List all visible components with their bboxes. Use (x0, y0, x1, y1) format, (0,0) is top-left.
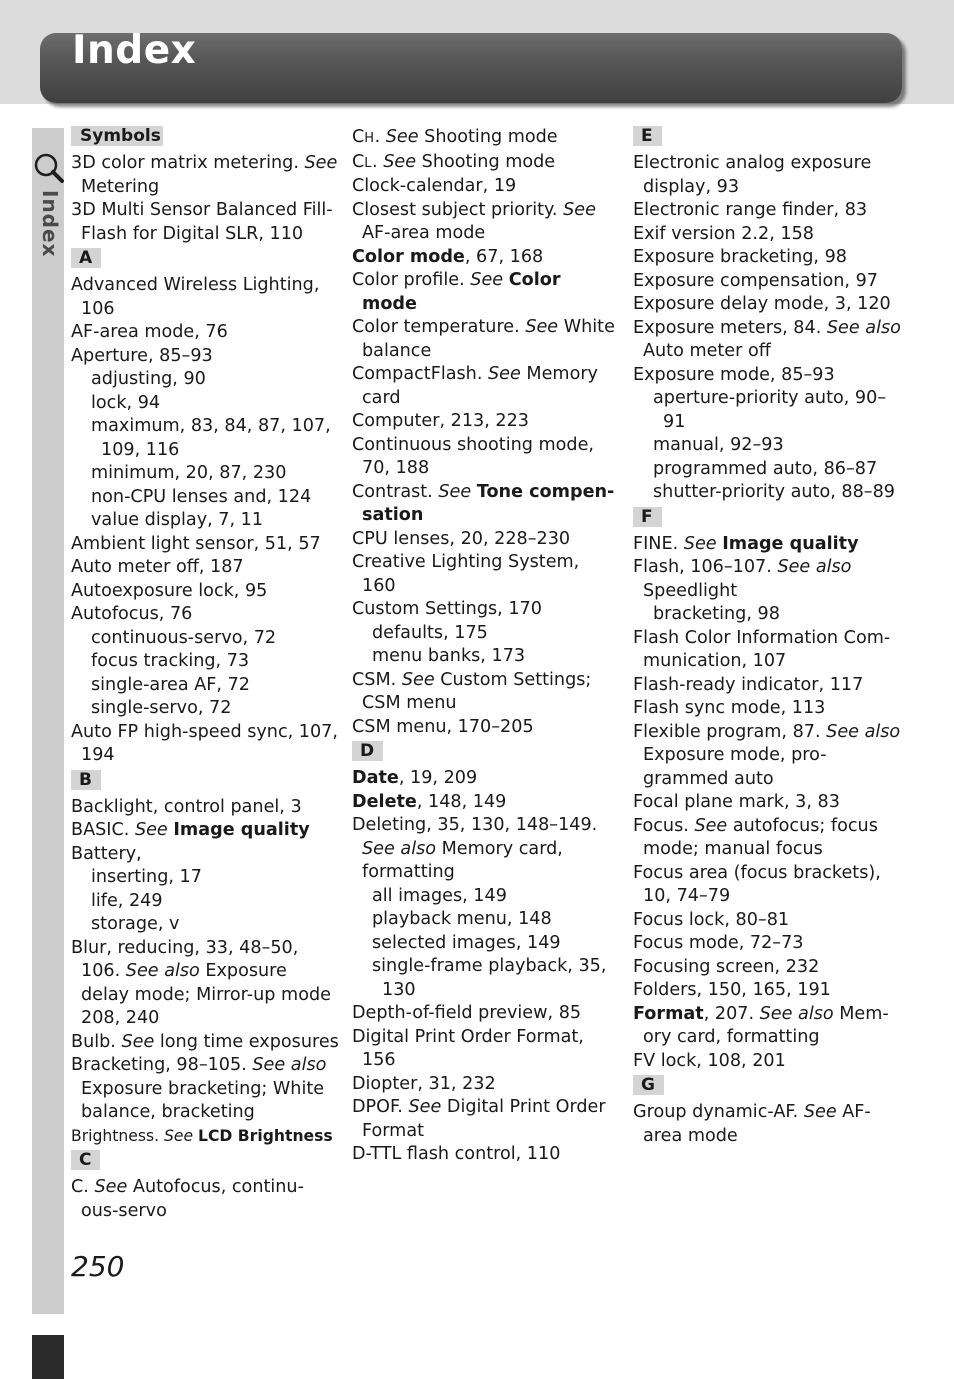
entry-text: , 207. (703, 1003, 760, 1024)
index-entry (352, 269, 617, 316)
entry-text: Focusing screen, 232 (633, 956, 820, 977)
entry-text: , 19, 209 (398, 768, 478, 788)
entry-text: See (121, 1031, 155, 1052)
index-entry (633, 909, 901, 933)
entry-text: FINE. (633, 533, 684, 554)
entry-text: AF-area mode (362, 223, 486, 243)
entry-text: See (525, 317, 559, 337)
entry-text: Color profile. (352, 270, 471, 290)
entry-text: Flash-ready indicator, 117 (633, 674, 864, 695)
entry-text: Creative Lighting System, 160 (352, 552, 580, 596)
entry-text: Color mode (362, 270, 561, 314)
entry-text: Flexible program, 87. (633, 721, 827, 742)
entry-text: Memory card (362, 364, 598, 408)
entry-text: See (470, 270, 504, 290)
index-subentry (352, 645, 617, 669)
entry-text: See (94, 1177, 128, 1197)
entry-text: . (372, 151, 384, 172)
entry-text: manual, 92–93 (653, 435, 784, 455)
entry-text: C (352, 127, 365, 147)
entry-text: long time exposures (154, 1031, 339, 1052)
entry-text: , 67, 168 (464, 246, 544, 267)
entry-text: See (488, 364, 521, 384)
entry-text: Exposure meters, 84. (633, 317, 827, 338)
entry-text: Bracketing, 98–105. (71, 1055, 253, 1075)
entry-text: Memory card, formatting (362, 838, 563, 882)
entry-text: Aperture, 85–93 (71, 345, 213, 366)
section-header (633, 507, 901, 527)
entry-text: value display, 7, 11 (91, 510, 264, 530)
index-entry (71, 603, 339, 627)
entry-text: Flash, 106–107. (633, 557, 778, 577)
index-entry (633, 956, 901, 980)
entry-text: CPU lenses, 20, 228–230 (352, 528, 571, 549)
index-entry (352, 528, 617, 552)
index-subentry (71, 697, 339, 721)
index-entry (352, 1002, 617, 1026)
entry-text: Focus lock, 80–81 (633, 909, 790, 930)
entry-text: Auto FP high-speed sync, 107, 194 (71, 721, 338, 765)
entry-text: Format (633, 1003, 704, 1024)
index-subentry (633, 603, 901, 627)
section-header (71, 126, 339, 146)
entry-text: single-frame playback, 35, 130 (372, 956, 607, 1000)
entry-text: Deleting, 35, 130, 148–149. (352, 815, 598, 835)
entry-text: Group dynamic-AF. (633, 1102, 804, 1122)
entry-text: See also (362, 838, 437, 859)
index-entry (352, 1143, 617, 1167)
entry-text: D-TTL flash control, 110 (352, 1144, 561, 1164)
entry-text: single-area AF, 72 (91, 674, 250, 695)
index-entry (71, 1176, 339, 1223)
entry-text: Exposure mode, 85–93 (633, 364, 835, 385)
entry-text: Exposure compensation, 97 (633, 270, 878, 291)
entry-text: Shooting mode (418, 127, 558, 147)
section-letter: D (352, 741, 383, 761)
entry-text: Flash sync mode, 113 (633, 698, 826, 718)
index-tab-strip (32, 128, 64, 1314)
page-title: Index (72, 28, 197, 73)
tab-marker (32, 1335, 64, 1379)
index-entry (352, 434, 617, 481)
index-subentry (352, 908, 617, 932)
entry-text: bracketing, 98 (653, 604, 780, 624)
entry-text: Closest subject priority. (352, 199, 564, 220)
entry-text: 3D color matrix metering. (71, 153, 305, 173)
index-entry (71, 819, 339, 843)
entry-text: See also (826, 721, 901, 742)
index-subentry (352, 622, 617, 646)
index-entry (633, 246, 901, 270)
index-entry (71, 199, 339, 246)
entry-text: Exif version 2.2, 158 (633, 223, 814, 244)
entry-text: Custom Settings; CSM menu (362, 669, 592, 713)
index-entry (633, 815, 901, 862)
index-subentry (71, 415, 339, 462)
entry-text: See (563, 199, 596, 220)
entry-text: AF-area mode (643, 1102, 871, 1146)
entry-text: Autoexposure lock, 95 (71, 580, 268, 601)
section-letter: Symbols (71, 126, 163, 146)
index-entry (352, 716, 617, 740)
index-entry (71, 721, 339, 768)
index-column-3 (633, 126, 901, 1148)
entry-text: See also (777, 557, 852, 577)
index-entry (71, 796, 339, 820)
entry-text: defaults, 175 (372, 622, 488, 643)
entry-text: Focus area (focus brackets), 10, 74–79 (633, 862, 881, 906)
index-entry (633, 674, 901, 698)
entry-text: maximum, 83, 84, 87, 107, 109, 116 (91, 416, 331, 460)
entry-text: FV lock, 108, 201 (633, 1050, 786, 1071)
index-entry (352, 151, 617, 176)
index-entry (352, 246, 617, 270)
section-header (71, 770, 339, 790)
entry-text: Exposure bracketing; White balance, bracketing (81, 1078, 325, 1122)
entry-text: See (401, 669, 435, 690)
index-entry (352, 410, 617, 434)
index-entry (633, 862, 901, 909)
entry-text: DPOF. (352, 1097, 409, 1117)
entry-text: CSM. (352, 669, 402, 690)
entry-text: See (803, 1102, 837, 1122)
entry-text: Auto meter off, 187 (71, 557, 244, 577)
index-entry (633, 293, 901, 317)
entry-text: Bulb. (71, 1031, 122, 1052)
entry-text: L (364, 155, 373, 171)
index-entry (633, 697, 901, 721)
index-entry (71, 1031, 339, 1055)
entry-text: AF-area mode, 76 (71, 322, 228, 342)
entry-text: menu banks, 173 (372, 646, 526, 666)
index-subentry (71, 368, 339, 392)
index-entry (352, 316, 617, 363)
entry-text: CSM menu, 170–205 (352, 716, 534, 737)
entry-text: 3D Multi Sensor Balanced Fill-Flash for Digital SLR, 110 (71, 200, 333, 244)
index-subentry (71, 486, 339, 510)
index-subentry (71, 674, 339, 698)
index-subentry (71, 627, 339, 651)
section-header (633, 126, 901, 146)
index-entry (71, 580, 339, 604)
entry-text: C. (71, 1177, 95, 1197)
index-entry (633, 721, 901, 792)
section-header (71, 248, 339, 268)
index-entry (633, 627, 901, 674)
index-entry (352, 598, 617, 622)
index-entry (633, 979, 901, 1003)
entry-text: Folders, 150, 165, 191 (633, 980, 831, 1000)
index-subentry (352, 932, 617, 956)
index-entry (633, 1050, 901, 1074)
entry-text: focus tracking, 73 (91, 651, 250, 671)
entry-text: Brightness. (71, 1126, 164, 1145)
index-subentry (352, 885, 617, 909)
entry-text: Digital Print Order Format, 156 (352, 1026, 584, 1070)
entry-text: aperture-priority auto, 90–91 (653, 388, 887, 432)
entry-text: storage, v (91, 914, 180, 934)
index-entry (352, 1026, 617, 1073)
entry-text: Tone compen-sation (362, 481, 615, 525)
entry-text: Metering (81, 176, 160, 197)
index-subentry (633, 481, 901, 505)
entry-text: Exposure bracketing, 98 (633, 247, 847, 267)
entry-text: Advanced Wireless Lighting, 106 (71, 275, 320, 319)
index-entry (633, 1101, 901, 1148)
index-entry (352, 551, 617, 598)
entry-text: Blur, reducing, 33, 48–50, 106. (71, 937, 299, 981)
index-entry (352, 767, 617, 791)
index-entry (71, 321, 339, 345)
entry-text: Exposure delay mode, 3, 120 (633, 294, 891, 314)
index-entry (633, 364, 901, 388)
entry-text: lock, 94 (91, 392, 161, 413)
entry-text: See (163, 1126, 194, 1145)
index-entry (352, 126, 617, 151)
entry-text: Focus mode, 72–73 (633, 933, 804, 953)
entry-text: See also (759, 1003, 834, 1024)
entry-text: shutter-priority auto, 88–89 (653, 482, 895, 502)
entry-text: Shooting mode (416, 151, 556, 172)
entry-text: H (364, 131, 375, 146)
index-subentry (71, 650, 339, 674)
index-entry (71, 556, 339, 580)
index-entry (71, 533, 339, 557)
entry-text: Autofocus, continu-ous-servo (81, 1177, 304, 1221)
index-subentry (71, 866, 339, 890)
entry-text: Exposure delay mode; Mirror-up mode 208, 240 (81, 961, 331, 1028)
section-letter: A (71, 248, 101, 268)
entry-text: Ambient light sensor, 51, 57 (71, 533, 321, 554)
entry-text: See (304, 153, 338, 173)
entry-text: See (438, 481, 472, 502)
index-entry (633, 223, 901, 247)
index-entry (352, 1096, 617, 1143)
entry-text: Speedlight (643, 580, 738, 601)
index-entry (633, 791, 901, 815)
index-subentry (633, 387, 901, 434)
entry-text: CompactFlash. (352, 364, 488, 384)
entry-text: Auto meter off (643, 341, 771, 361)
page-number: 250 (71, 1250, 125, 1283)
entry-text: See also (826, 317, 901, 338)
entry-text: Color mode (352, 246, 465, 267)
entry-text: See (694, 815, 728, 836)
entry-text: Color temperature. (352, 317, 526, 337)
index-entry (71, 152, 339, 199)
section-letter: B (71, 770, 101, 790)
entry-text: Custom Settings, 170 (352, 599, 542, 619)
entry-text: Date (352, 768, 399, 788)
index-subentry (71, 509, 339, 533)
section-header (633, 1075, 901, 1095)
sidebar-tab-label: Index (38, 190, 62, 258)
entry-text: See (683, 533, 717, 554)
index-entry (633, 932, 901, 956)
entry-text: Computer, 213, 223 (352, 411, 529, 431)
index-entry (352, 199, 617, 246)
entry-text: Clock-calendar, 19 (352, 176, 517, 196)
entry-text: minimum, 20, 87, 230 (91, 463, 287, 483)
entry-text: Diopter, 31, 232 (352, 1073, 496, 1094)
index-subentry (633, 434, 901, 458)
index-entry (71, 1054, 339, 1125)
entry-text: Focal plane mark, 3, 83 (633, 792, 840, 812)
index-subentry (71, 392, 339, 416)
index-entry (352, 481, 617, 528)
entry-text: selected images, 149 (372, 932, 561, 953)
entry-text: Image quality (173, 820, 310, 840)
index-entry (633, 317, 901, 364)
entry-text: programmed auto, 86–87 (653, 458, 878, 479)
index-entry (71, 1125, 339, 1149)
entry-text: LCD Brightness (198, 1126, 333, 1145)
entry-text: continuous-servo, 72 (91, 627, 277, 648)
index-entry (633, 199, 901, 223)
entry-text: Depth-of-field preview, 85 (352, 1003, 582, 1023)
magnifier-icon (32, 150, 64, 184)
index-entry (633, 556, 901, 603)
section-header (71, 1150, 339, 1170)
entry-text: autofocus; focus mode; manual focus (643, 815, 878, 859)
entry-text: See also (252, 1055, 327, 1075)
index-column-2 (352, 126, 617, 1167)
entry-text: playback menu, 148 (372, 909, 552, 929)
index-subentry (71, 913, 339, 937)
entry-text: adjusting, 90 (91, 369, 206, 389)
index-entry (71, 345, 339, 369)
entry-text: non-CPU lenses and, 124 (91, 486, 312, 507)
index-entry (352, 1073, 617, 1097)
entry-text: Battery, (71, 843, 142, 864)
index-column-1 (71, 126, 339, 1223)
index-entry (633, 152, 901, 199)
entry-text: Focus. (633, 815, 695, 836)
section-letter: C (71, 1150, 100, 1170)
index-entry (352, 791, 617, 815)
section-letter: E (633, 126, 662, 146)
entry-text: Exposure mode, pro-grammed auto (643, 745, 827, 789)
index-subentry (71, 462, 339, 486)
entry-text: Digital Print Order Format (362, 1097, 606, 1141)
entry-text: Contrast. (352, 481, 439, 502)
index-entry (633, 270, 901, 294)
index-entry (352, 175, 617, 199)
section-letter: F (633, 507, 662, 527)
index-entry (633, 1003, 901, 1050)
entry-text: , 148, 149 (416, 791, 507, 812)
entry-text: inserting, 17 (91, 867, 202, 887)
entry-text: single-servo, 72 (91, 698, 232, 718)
entry-text: See (383, 151, 417, 172)
index-entry (71, 937, 339, 1031)
index-entry (71, 843, 339, 867)
entry-text: See (134, 820, 168, 840)
section-header (352, 741, 617, 761)
index-entry (352, 363, 617, 410)
entry-text: Electronic analog exposure display, 93 (633, 153, 872, 197)
entry-text: Continuous shooting mode, 70, 188 (352, 434, 594, 478)
section-letter: G (633, 1075, 664, 1095)
entry-text: See (408, 1097, 442, 1117)
entry-text: . (374, 127, 386, 147)
entry-text: White balance (362, 317, 615, 361)
entry-text: Autofocus, 76 (71, 604, 193, 624)
index-entry (352, 669, 617, 716)
entry-text: See (385, 127, 419, 147)
index-entry (352, 814, 617, 885)
entry-text: Flash Color Information Com-munication, 107 (633, 627, 891, 671)
entry-text: Electronic range finder, 83 (633, 200, 868, 220)
entry-text: Backlight, control panel, 3 (71, 796, 302, 817)
index-subentry (633, 458, 901, 482)
entry-text: Image quality (722, 533, 859, 554)
index-entry (71, 274, 339, 321)
entry-text: Mem-ory card, formatting (643, 1003, 889, 1047)
index-subentry (352, 955, 617, 1002)
entry-text: life, 249 (91, 890, 163, 911)
entry-text: all images, 149 (372, 885, 507, 906)
index-subentry (71, 890, 339, 914)
entry-text: BASIC. (71, 820, 135, 840)
index-entry (633, 533, 901, 557)
entry-text: Delete (352, 791, 417, 812)
entry-text: See also (125, 961, 200, 981)
entry-text: C (352, 151, 365, 172)
